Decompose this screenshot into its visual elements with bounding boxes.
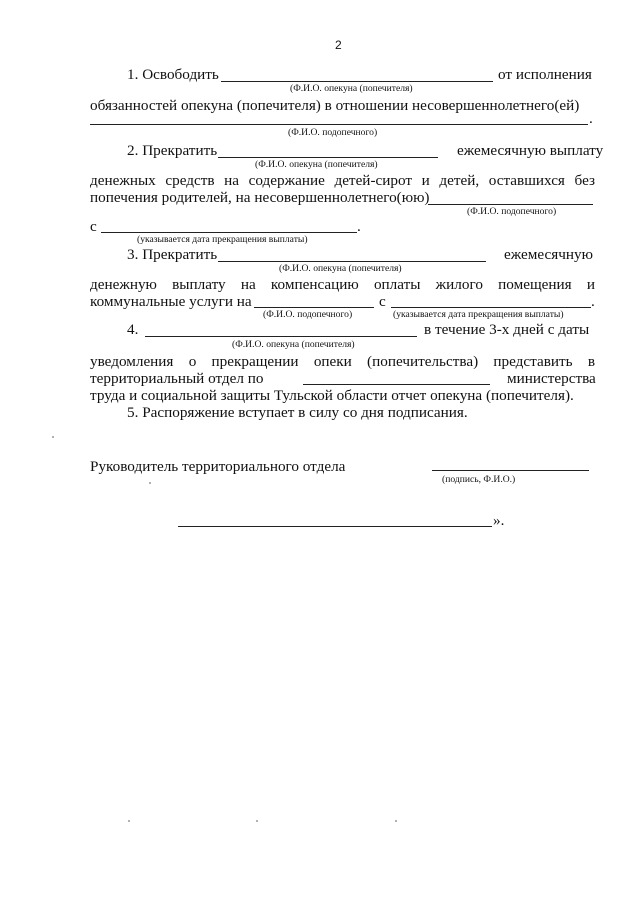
signature-label: Руководитель территориального отдела [90, 458, 346, 475]
item3-date-blank [391, 307, 591, 308]
item3-line2: денежную выплату на компенсацию оплаты жилого помещения и [90, 276, 595, 293]
item1-guardian-blank [221, 81, 493, 82]
item1-ward-caption: (Ф.И.О. подопечного) [288, 127, 378, 138]
item1-guardian-caption: (Ф.И.О. опекуна (попечителя) [290, 83, 413, 94]
item2-ward-caption: (Ф.И.О. подопечного) [467, 206, 557, 217]
item3-lead: 3. Прекратить [127, 246, 218, 263]
item2-date-caption: (указывается дата прекращения выплаты) [137, 234, 308, 245]
item2-guardian-blank [218, 157, 438, 158]
scan-speck [395, 820, 397, 822]
page-number: 2 [335, 38, 342, 52]
item3-date-caption: (указывается дата прекращения выплаты) [393, 309, 564, 320]
item2-end: . [357, 218, 361, 235]
item4-line4: труда и социальной защиты Тульской области отчет опекуна (попечителя). [90, 387, 574, 404]
item4-guardian-blank [145, 336, 417, 337]
closing-mark: ». [493, 512, 505, 529]
item2-line2: денежных средств на содержание детей-сирот и детей, оставшихся без [90, 172, 595, 189]
scan-speck [149, 482, 151, 484]
item3-ward-caption: (Ф.И.О. подопечного) [263, 309, 353, 320]
item2-tail: ежемесячную выплату [457, 142, 604, 159]
item2-date-blank [101, 232, 357, 233]
signature-caption: (подпись, Ф.И.О.) [442, 474, 516, 485]
item4-line3-tail: министерства [507, 370, 596, 387]
scan-speck [128, 820, 130, 822]
item2-lead: 2. Прекратить [127, 142, 218, 159]
item3-line3-lead: коммунальные услуги на [90, 293, 252, 310]
item3-from: с [379, 293, 386, 310]
item5-text: 5. Распоряжение вступает в силу со дня подписания. [127, 404, 468, 421]
item4-lead: 4. [127, 321, 139, 338]
item2-guardian-caption: (Ф.И.О. опекуна (попечителя) [255, 159, 378, 170]
item1-ward-blank [90, 124, 588, 125]
signature-blank [432, 470, 589, 471]
item2-ward-blank [428, 204, 593, 205]
scan-speck [256, 820, 258, 822]
closing-blank [178, 526, 492, 527]
item3-tail: ежемесячную [504, 246, 593, 263]
item4-line2: уведомления о прекращении опеки (попечительства) представить в [90, 353, 595, 370]
item3-guardian-caption: (Ф.И.О. опекуна (попечителя) [279, 263, 402, 274]
item4-tail: в течение 3-х дней с даты [424, 321, 590, 338]
item1-end: . [589, 110, 593, 127]
item4-guardian-caption: (Ф.И.О. опекуна (попечителя) [232, 339, 355, 350]
item4-department-blank [303, 384, 490, 385]
item3-ward-blank [254, 307, 374, 308]
scan-speck [52, 436, 54, 438]
item3-guardian-blank [218, 261, 486, 262]
item1-tail: от исполнения [498, 66, 592, 83]
item2-from: с [90, 218, 97, 235]
item2-line3: попечения родителей, на несовершеннолетнего(юю) [90, 189, 430, 206]
item3-end: . [591, 293, 595, 310]
item4-line3-lead: территориальный отдел по [90, 370, 264, 387]
item1-lead: 1. Освободить [127, 66, 219, 83]
item1-line2: обязанностей опекуна (попечителя) в отношении несовершеннолетнего(ей) [90, 97, 580, 114]
